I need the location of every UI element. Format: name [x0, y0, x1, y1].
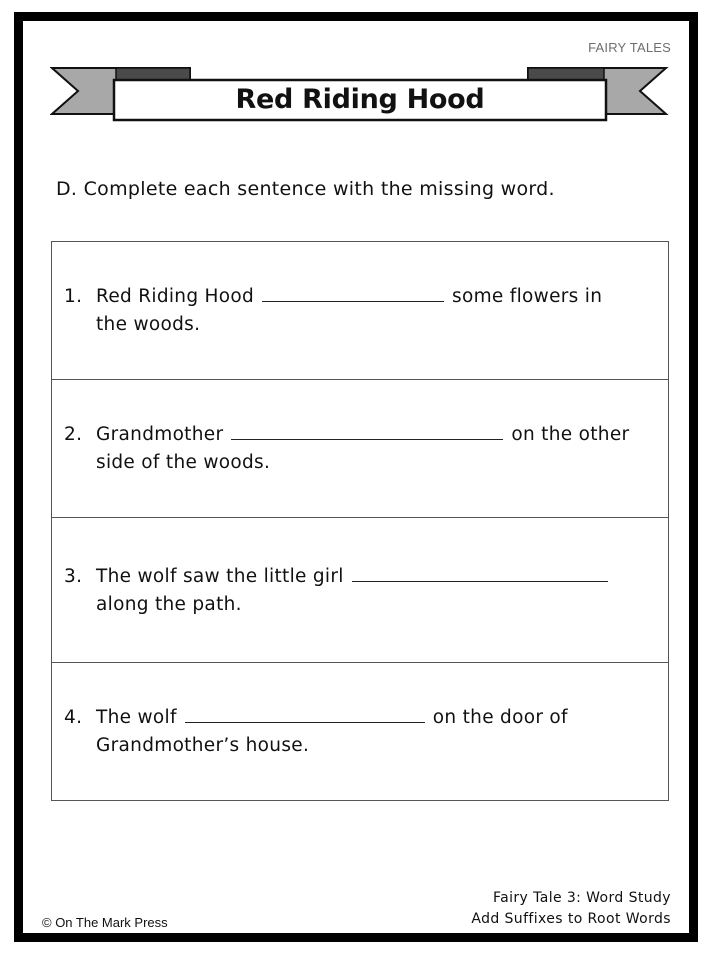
answer-blank[interactable]	[185, 704, 425, 723]
answer-blank[interactable]	[231, 421, 503, 440]
sentence-continuation: Grandmother’s house.	[96, 735, 310, 756]
sentence-end: some flowers in	[452, 286, 603, 307]
sentence-end: on the door of	[432, 707, 568, 728]
footer-line-1: Fairy Tale 3: Word Study	[492, 890, 671, 906]
category-label: FAIRY TALES	[588, 40, 671, 55]
publisher-credit: © On The Mark Press	[42, 915, 168, 930]
item-number: 4.	[64, 707, 83, 728]
footer-line-2: Add Suffixes to Root Words	[471, 911, 671, 927]
sentence-table	[51, 241, 669, 801]
sentence-end: on the other	[511, 424, 630, 445]
item-number: 1.	[64, 286, 83, 307]
answer-blank[interactable]	[352, 563, 608, 582]
sentence-start: The wolf saw the little girl	[96, 566, 344, 587]
sentence-continuation: the woods.	[96, 314, 201, 335]
footer-info	[471, 888, 671, 930]
instruction-text: D. Complete each sentence with the missing word.	[56, 178, 555, 200]
table-row	[52, 380, 668, 518]
table-row	[52, 242, 668, 380]
page-title: Red Riding Hood	[235, 84, 485, 115]
sentence-continuation: along the path.	[96, 594, 242, 615]
item-number: 2.	[64, 424, 83, 445]
item-number: 3.	[64, 566, 83, 587]
sentence-start: The wolf	[96, 707, 177, 728]
table-row	[52, 663, 668, 802]
answer-blank[interactable]	[262, 283, 444, 302]
sentence-continuation: side of the woods.	[96, 452, 271, 473]
sentence-start: Red Riding Hood	[96, 286, 255, 307]
sentence-start: Grandmother	[96, 424, 224, 445]
table-row	[52, 518, 668, 663]
